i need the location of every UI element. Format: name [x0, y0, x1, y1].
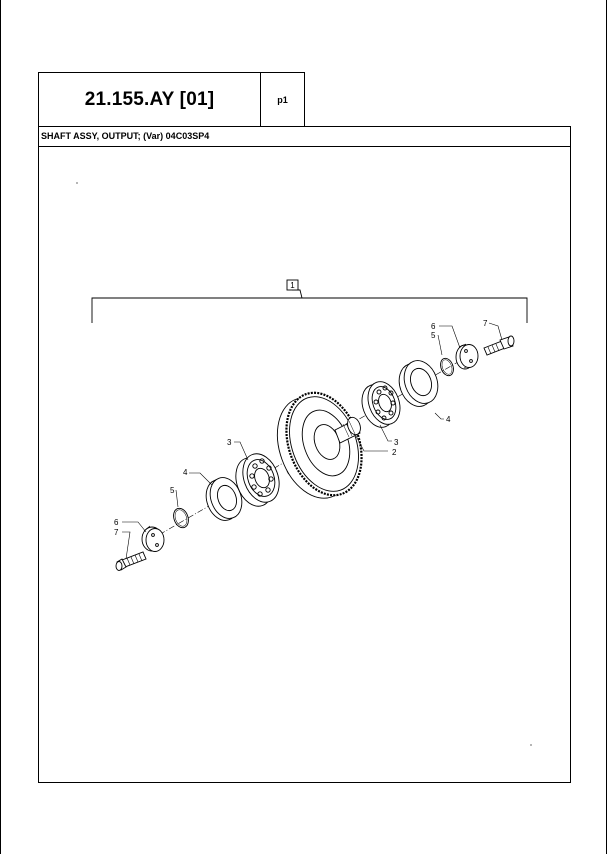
- retainer-plate-left: [142, 526, 164, 552]
- bearing-right: [356, 377, 405, 432]
- callout-6-left: 6: [114, 518, 119, 527]
- stray-mark: [76, 182, 77, 183]
- bolt-right: [484, 336, 514, 355]
- callout-3-left: 3: [227, 438, 232, 447]
- callout-7-right: 7: [483, 319, 488, 328]
- assembly-callout: 1: [290, 281, 295, 290]
- caption-text: SHAFT ASSY, OUTPUT; (Var) 04C03SP4: [41, 131, 210, 141]
- callout-4-right: 4: [446, 415, 451, 424]
- callout-2: 2: [392, 448, 397, 457]
- spacer-ring-right: [393, 356, 443, 411]
- callout-4-left: 4: [183, 468, 188, 477]
- callout-5-right: 5: [431, 331, 436, 340]
- gear-shaft: [264, 382, 375, 508]
- retainer-plate-right: [456, 344, 478, 369]
- callout-5-left: 5: [170, 486, 175, 495]
- stray-mark: [530, 744, 531, 745]
- callout-7-left: 7: [114, 528, 119, 537]
- page-label: p1: [277, 94, 288, 105]
- bolt-left: [116, 552, 146, 571]
- callout-6-right: 6: [431, 322, 436, 331]
- callout-3-right: 3: [394, 438, 399, 447]
- assembly-bracket: [92, 280, 527, 323]
- o-ring-right: [438, 356, 455, 377]
- section-code: 21.155.AY [01]: [84, 88, 215, 110]
